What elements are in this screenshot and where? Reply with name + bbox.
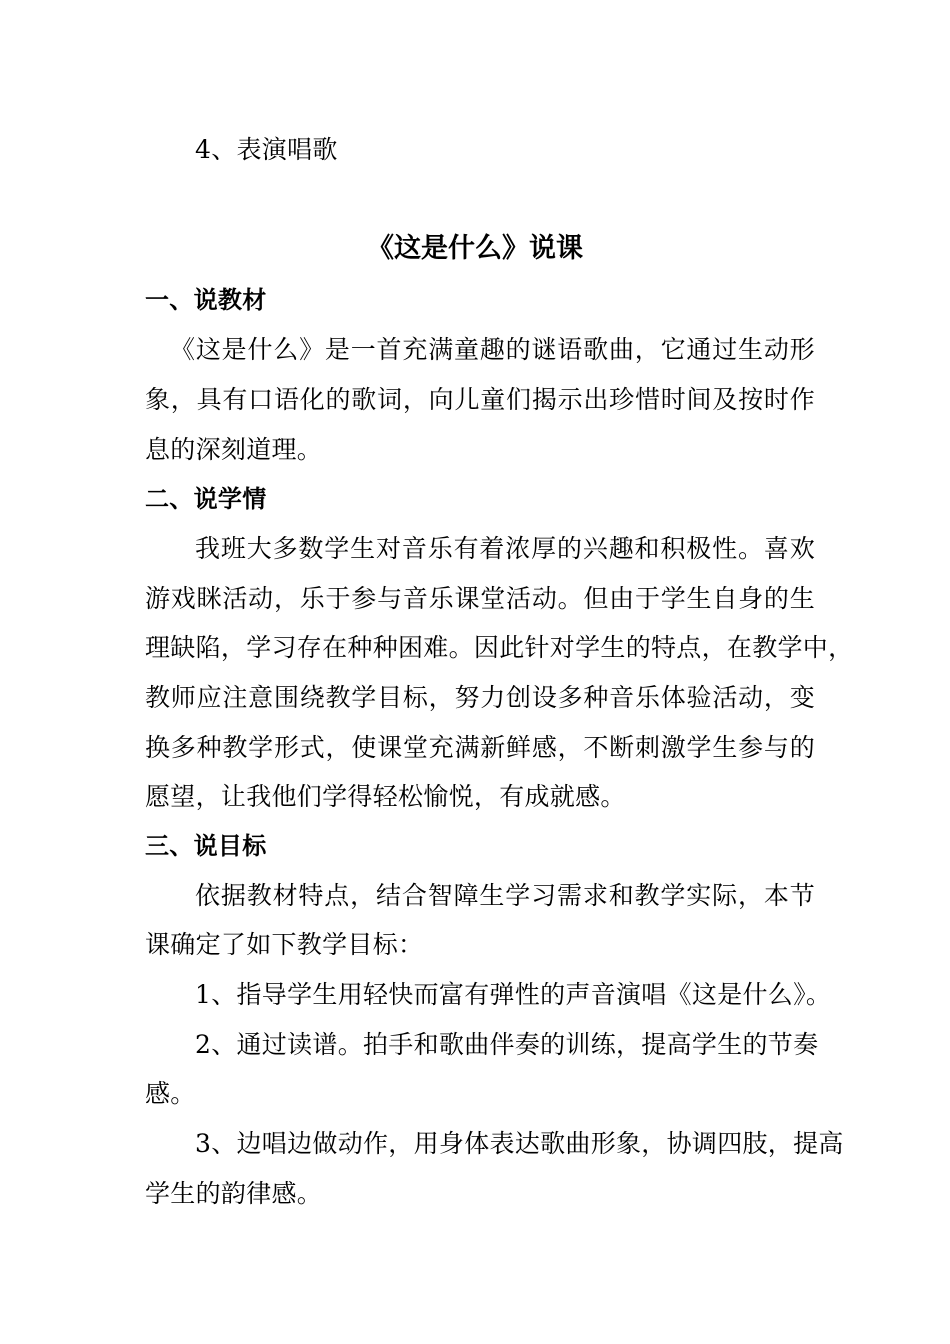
- section-heading: 二、说学情: [145, 485, 267, 513]
- paragraph-line: 象，具有口语化的歌词，向儿童们揭示出珍惜时间及按时作: [145, 385, 815, 414]
- section-heading: 三、说目标: [145, 832, 267, 860]
- list-item: 1、指导学生用轻快而富有弹性的声音演唱《这是什么》。: [195, 980, 832, 1009]
- paragraph-line: 学生的韵律感。: [145, 1179, 323, 1208]
- paragraph-line: 课确定了如下教学目标：: [145, 930, 424, 959]
- paragraph-line: 依据教材特点，结合智障生学习需求和教学实际，本节: [195, 881, 815, 910]
- paragraph-line: 换多种教学形式，使课堂充满新鲜感，不断刺激学生参与的: [145, 733, 815, 762]
- paragraph-line: 游戏眯活动，乐于参与音乐课堂活动。但由于学生自身的生: [145, 584, 815, 613]
- section-heading: 一、说教材: [145, 286, 267, 314]
- paragraph-line: 教师应注意围绕教学目标，努力创设多种音乐体验活动，变: [145, 683, 815, 712]
- paragraph-line: 《这是什么》是一首充满童趣的谜语歌曲，它通过生动形: [170, 335, 815, 364]
- paragraph-line: 息的深刻道理。: [145, 435, 323, 464]
- paragraph-line: 感。: [145, 1079, 196, 1108]
- paragraph-line: 理缺陷，学习存在种种困难。因此针对学生的特点，在教学中，: [145, 633, 854, 662]
- paragraph-line: 我班大多数学生对音乐有着浓厚的兴趣和积极性。喜欢: [195, 534, 815, 563]
- page-title: 《这是什么》说课: [367, 233, 583, 264]
- list-item: 4、表演唱歌: [195, 135, 338, 164]
- paragraph-line: 愿望，让我他们学得轻松愉悦，有成就感。: [145, 782, 626, 811]
- list-item: 2、通过读谱。拍手和歌曲伴奏的训练，提高学生的节奏: [195, 1030, 819, 1059]
- list-item: 3、边唱边做动作，用身体表达歌曲形象，协调四肢，提高: [195, 1129, 844, 1158]
